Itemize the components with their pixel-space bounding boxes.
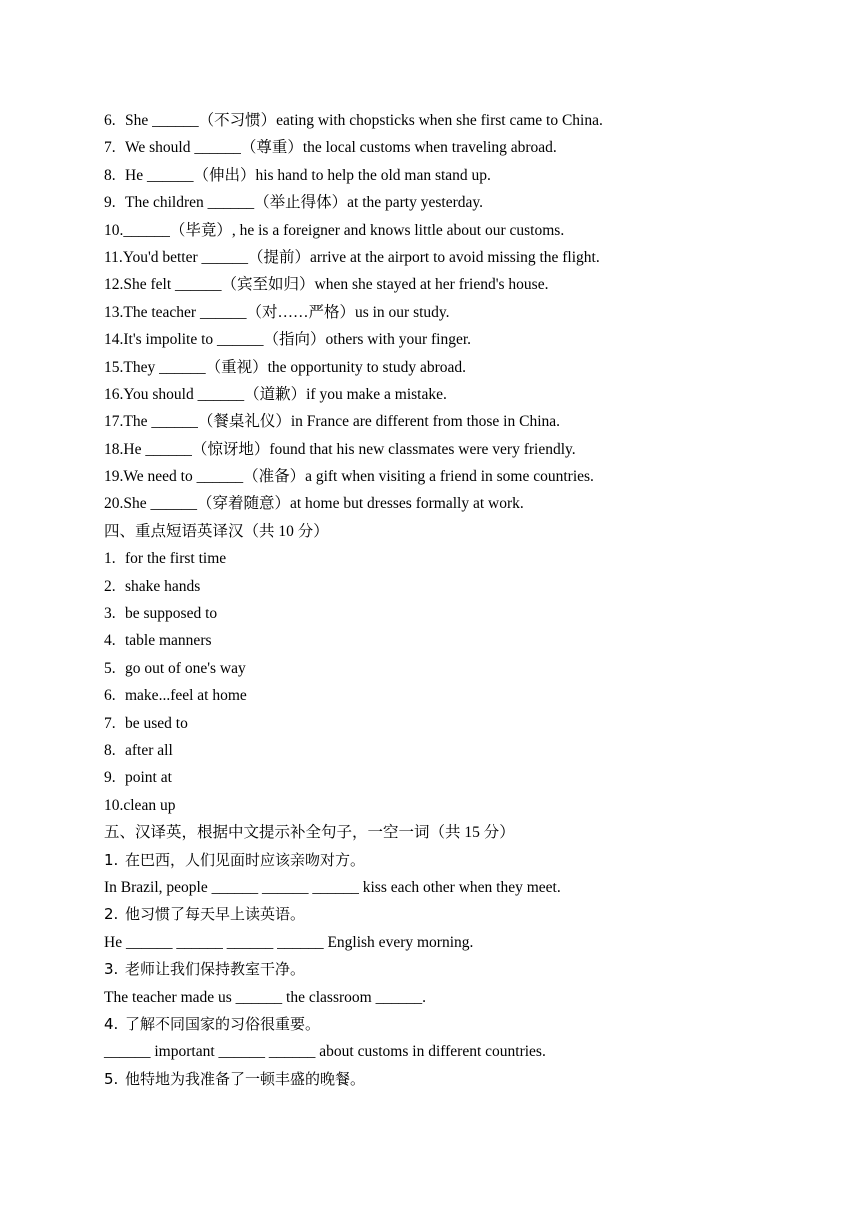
item-number: 9. [104,769,116,787]
question-chinese [104,901,804,928]
list-item [104,299,804,326]
list-item [104,545,804,572]
item-text: point at [125,769,172,787]
item-number: 2. [104,577,116,595]
item-number: 5. [104,659,116,677]
item-number: 20. [104,495,124,513]
item-text: We need to ______（准备）a gift when visiting a friend in some countries. [123,468,594,486]
item-text: He ______（伸出）his hand to help the old man stand up. [125,166,491,184]
item-number: 8. [104,741,116,759]
item-number: 10. [104,796,124,814]
question-english: In Brazil, people ______ ______ ______ kiss each other when they meet. [104,878,561,896]
list-item [104,682,804,709]
item-text: make...feel at home [125,687,247,705]
list-item [104,710,804,737]
section4 [104,518,804,819]
item-number: 6. [104,687,116,705]
item-text: ______（毕竟）, he is a foreigner and knows little about our customs. [123,221,565,239]
item-number: 10. [104,221,124,239]
list-item [104,600,804,627]
item-text: go out of one's way [125,659,246,677]
chinese-prompt: 在巴西，人们见面时应该亲吻对方。 [125,850,366,869]
item-text: She felt ______（宾至如归）when she stayed at her friend's house. [123,276,549,294]
item-number: 1. [104,850,119,869]
item-text: The children ______（举止得体）at the party yesterday. [125,194,483,212]
item-number: 2. [104,905,119,924]
list-item [104,162,804,189]
item-number: 4. [104,632,116,650]
item-number: 13. [104,303,124,321]
chinese-prompt: 他特地为我准备了一顿丰盛的晚餐。 [125,1069,366,1088]
item-text: be supposed to [125,605,218,623]
list-item [104,217,804,244]
section3-list [104,107,804,518]
list-item [104,436,804,463]
list-item [104,134,804,161]
item-number: 3. [104,960,119,979]
list-item [104,189,804,216]
list-item [104,627,804,654]
question-chinese [104,1066,804,1093]
list-item [104,490,804,517]
item-text: It's impolite to ______（指向）others with your finger. [123,331,472,349]
item-number: 16. [104,385,124,403]
item-text: You should ______（道歉）if you make a mistake. [123,385,447,403]
item-number: 12. [104,276,124,294]
item-number: 3. [104,605,116,623]
item-text: shake hands [125,577,201,595]
item-text: He ______（惊讶地）found that his new classmates were very friendly. [123,440,576,458]
list-item [104,463,804,490]
item-number: 8. [104,166,116,184]
item-text: They ______（重视）the opportunity to study abroad. [123,358,467,376]
list-item [104,381,804,408]
list-item [104,573,804,600]
item-text: The teacher ______（对……严格）us in our study. [123,303,450,321]
item-text: The ______（餐桌礼仪）in France are different from those in China. [123,413,561,431]
item-number: 7. [104,139,116,157]
item-text: for the first time [125,550,227,568]
question-english: He ______ ______ ______ ______ English every morning. [104,933,474,951]
item-number: 11. [104,248,123,266]
item-text: be used to [125,714,188,732]
question-english: The teacher made us ______ the classroom ______. [104,988,426,1006]
list-item [104,408,804,435]
item-text: She ______（穿着随意）at home but dresses formally at work. [123,495,524,513]
chinese-prompt: 了解不同国家的习俗很重要。 [125,1014,321,1033]
item-number: 14. [104,331,124,349]
list-item [104,655,804,682]
item-number: 17. [104,413,124,431]
list-item [104,354,804,381]
section5 [104,819,804,1093]
item-text: She ______（不习惯）eating with chopsticks when she first came to China. [125,112,603,129]
chinese-prompt: 他习惯了每天早上读英语。 [125,905,306,924]
item-text: You'd better ______（提前）arrive at the airport to avoid missing the flight. [122,248,600,266]
list-item [104,792,804,819]
question-chinese [104,956,804,983]
list-item [104,107,804,134]
item-number: 9. [104,194,116,212]
chinese-prompt: 老师让我们保持教室干净。 [125,960,306,979]
section5-heading: 五、汉译英，根据中文提示补全句子，一空一词（共 15 分） [104,824,515,842]
item-text: clean up [123,796,176,814]
item-number: 15. [104,358,124,376]
worksheet-page [104,107,804,1093]
list-item [104,326,804,353]
list-item [104,244,804,271]
section4-heading: 四、重点短语英译汉（共 10 分） [104,522,329,540]
item-number: 4. [104,1014,119,1033]
item-number: 18. [104,440,124,458]
question-chinese [104,847,804,874]
item-text: after all [125,741,173,759]
question-chinese [104,1011,804,1038]
item-text: table manners [125,632,212,650]
question-english: ______ important ______ ______ about customs in different countries. [104,1043,546,1061]
list-item [104,764,804,791]
list-item [104,737,804,764]
item-number: 1. [104,550,116,568]
item-number: 7. [104,714,116,732]
item-number: 19. [104,468,124,486]
item-text: We should ______（尊重）the local customs when traveling abroad. [125,139,557,157]
item-number: 5. [104,1069,119,1088]
item-number: 6. [104,112,116,129]
list-item [104,271,804,298]
